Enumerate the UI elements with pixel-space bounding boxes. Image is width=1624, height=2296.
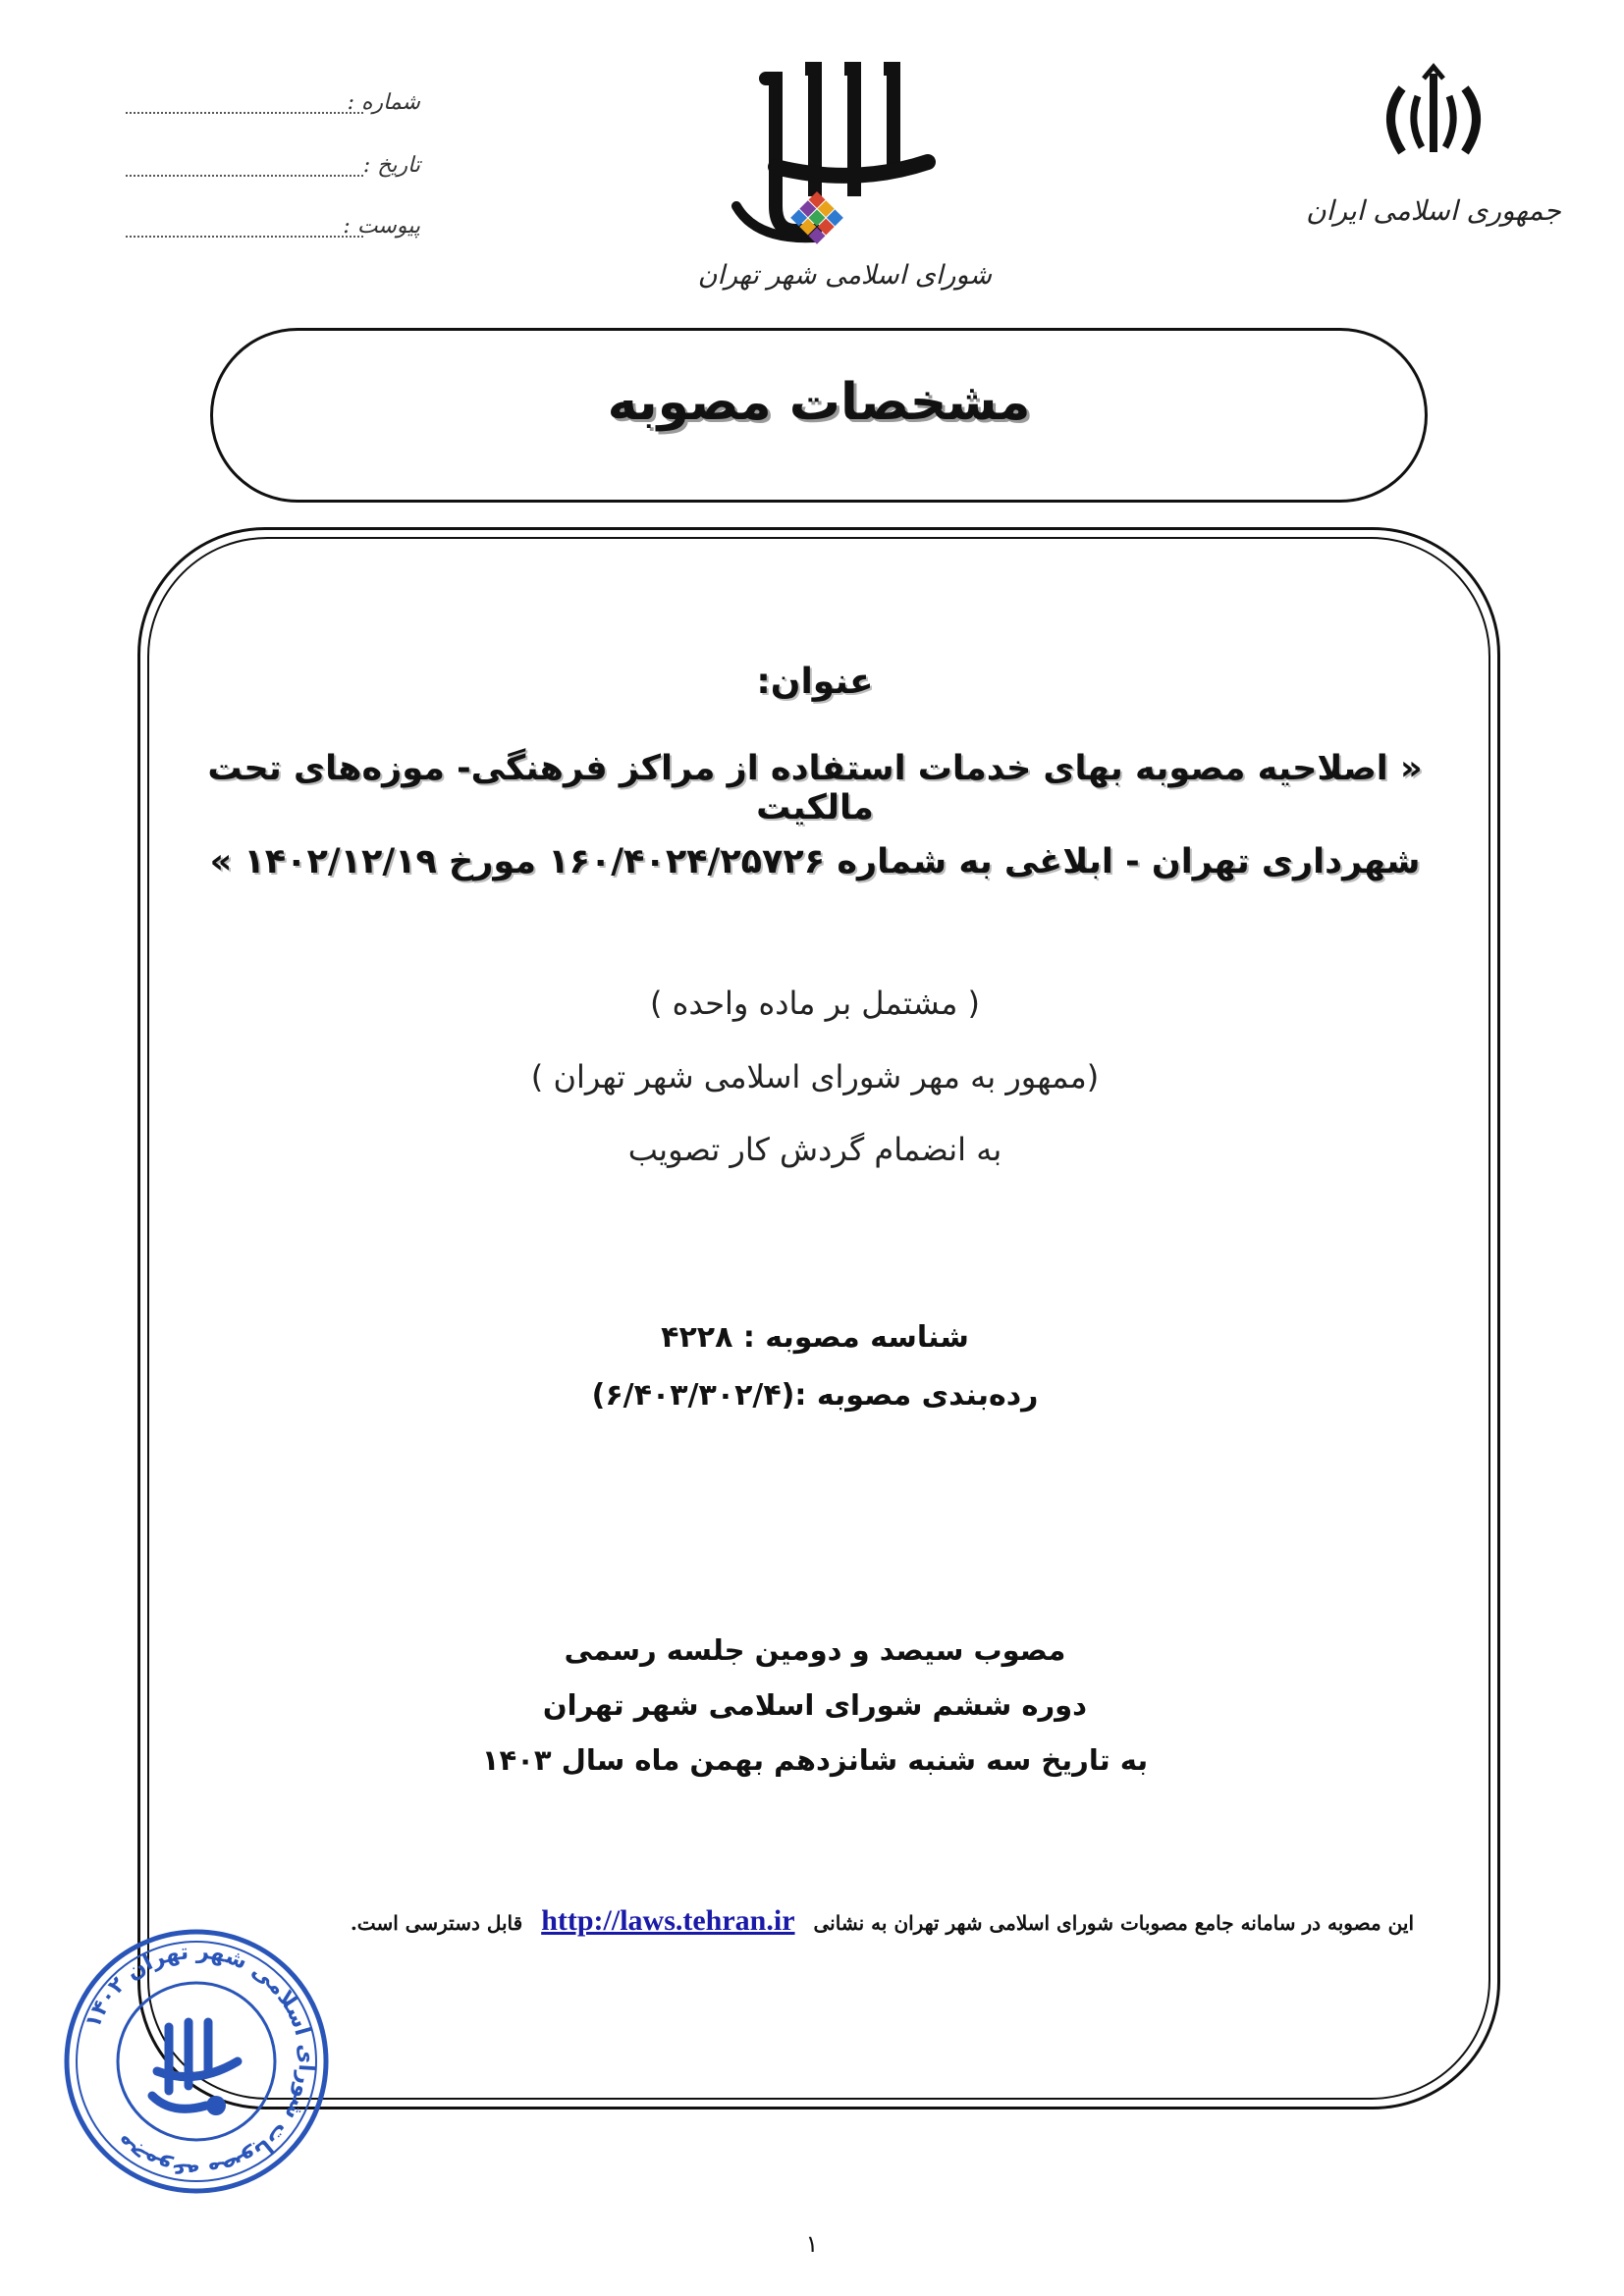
resolution-id: شناسه مصوبه : ۴۲۲۸ — [661, 1320, 969, 1355]
date-label: تاریخ : — [362, 153, 420, 178]
republic-caption: جمهوری اسلامی ایران — [1306, 194, 1561, 227]
title-box — [210, 328, 1428, 503]
council-logo-icon — [707, 59, 992, 255]
council-logo-caption: شورای اسلامی شهر تهران — [697, 260, 992, 291]
attachment-line — [126, 236, 363, 238]
note-sealed: (ممهور به مهر شورای اسلامی شهر تهران ) — [530, 1058, 1100, 1095]
approval-line-1: مصوب سیصد و دومین جلسه رسمی — [564, 1633, 1066, 1667]
access-prefix: این مصوبه در سامانه جامع مصوبات شورای اسلامی شهر تهران به نشانی — [813, 1911, 1414, 1935]
attachment-field — [126, 214, 420, 253]
number-line — [126, 112, 363, 114]
council-logo — [697, 59, 992, 314]
approval-line-3: به تاریخ سه شنبه شانزدهم بهمن ماه سال ۱۴۰۳ — [481, 1743, 1149, 1777]
stamp-text: مجموعه مصوبات شورای اسلامی شهر تهران ۱۴۰۲ — [81, 1939, 319, 2184]
access-suffix: قابل دسترسی است. — [350, 1911, 523, 1935]
number-label: شماره : — [347, 90, 420, 115]
date-line — [126, 175, 363, 177]
attachment-label: پیوست : — [343, 214, 420, 239]
access-note — [285, 1904, 1414, 1938]
page-title: مشخصات مصوبه — [607, 373, 1031, 432]
subject-line-1: « اصلاحیه مصوبه بهای خدمات استفاده از مراکز فرهنگی- موزه‌های تحت مالکیت — [207, 749, 1423, 828]
laws-link[interactable]: http://laws.tehran.ir — [541, 1904, 795, 1937]
number-field — [126, 90, 420, 130]
note-workflow: به انضمام گردش کار تصویب — [627, 1131, 1002, 1168]
approval-line-2: دوره ششم شورای اسلامی شهر تهران — [542, 1688, 1088, 1722]
council-stamp — [59, 1924, 334, 2199]
page-number: ۱ — [805, 2230, 819, 2258]
stamp-seal-icon — [59, 1924, 334, 2199]
resolution-category: رده‌بندی مصوبه :(۶/۴۰۳/۳۰۲/۴) — [591, 1378, 1039, 1413]
iran-emblem-icon — [1316, 59, 1551, 177]
subject-line-2: شهرداری تهران - ابلاغی به شماره ۱۶۰/۴۰۲۴/۲۵۷۲۶ مورخ ۱۴۰۲/۱۲/۱۹ » — [209, 842, 1421, 881]
date-field — [126, 153, 420, 192]
note-single-article: ( مشتمل بر ماده واحده ) — [649, 985, 981, 1022]
republic-emblem — [1306, 59, 1561, 255]
subject-label: عنوان: — [756, 662, 874, 702]
